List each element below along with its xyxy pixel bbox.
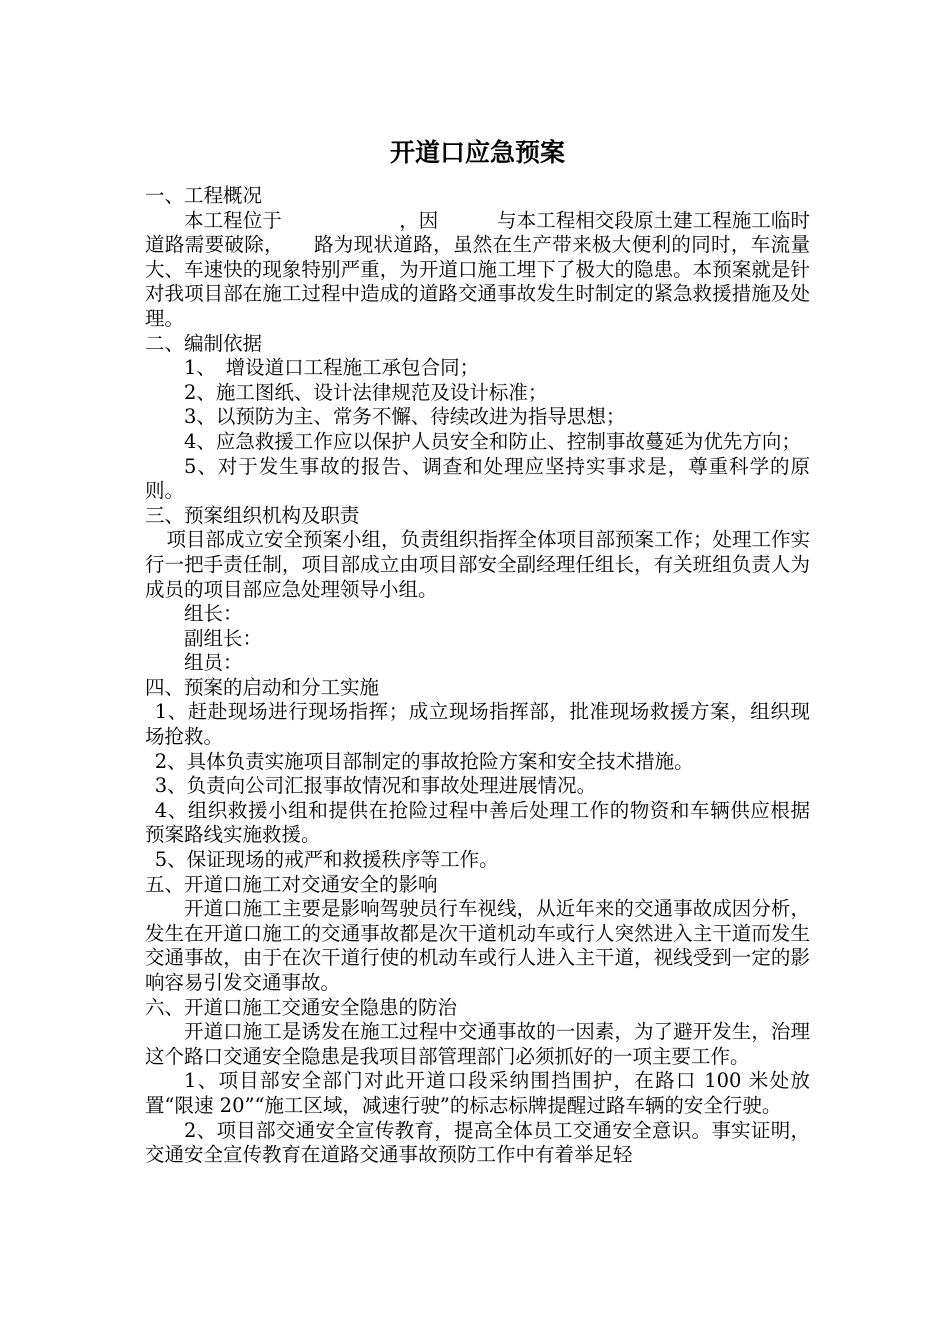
- list-item: 1、项目部安全部门对此开道口段采纳围挡围护，在路口 100 米处放置“限速 20”“施工区域，减速行驶”的标志标牌提醒过路车辆的安全行驶。: [145, 1069, 810, 1117]
- list-item: 2、项目部交通安全宣传教育，提高全体员工交通安全意识。事实证明，交通安全宣传教育在道路交通事故预防工作中有着举足轻: [145, 1118, 810, 1167]
- document-body: [145, 184, 810, 1168]
- list-item: 5、对于发生事故的报告、调查和处理应坚持实事求是，尊重科学的原则。: [145, 454, 810, 503]
- heading-3: 三、预案组织机构及职责: [145, 503, 360, 527]
- list-item: 2、施工图纸、设计法律规范及设计标准；: [184, 380, 548, 404]
- heading-6: 六、开道口施工交通安全隐患的防治: [145, 995, 458, 1019]
- heading-1: 一、工程概况: [145, 184, 263, 207]
- list-item: 1、 增设道口工程施工承包合同；: [184, 356, 480, 380]
- list-item: 4、应急救援工作应以保护人员安全和防止、控制事故蔓延为优先方向；: [184, 429, 801, 453]
- list-item: 2、具体负责实施项目部制定的事故抢险方案和安全技术措施。: [154, 749, 694, 773]
- role-member: 组员：: [184, 651, 243, 675]
- list-item: 1、赶赴现场进行现场指挥；成立现场指挥部，批准现场救援方案，组织现场抢救。: [145, 700, 810, 749]
- paragraph: 本工程位于 ，因 与本工程相交段原土建工程施工临时道路需要破除， 路为现状道路，虽然在生产带来极大便利的同时，车流量大、车速快的现象特别严重，为开道口施工埋下了极大的隐患。本预案就是针对我项目部在施工过程中造成的道路交通事故发生时制定的紧急救援措施及处理。: [145, 208, 810, 330]
- role-leader: 组长：: [184, 602, 243, 626]
- role-deputy: 副组长：: [184, 626, 263, 650]
- paragraph: 开道口施工主要是影响驾驶员行车视线，从近年来的交通事故成因分析，发生在开道口施工的交通事故都是次干道机动车或行人突然进入主干道而发生交通事故，由于在次干道行使的机动车或行人进入主干道，视线受到一定的影响容易引发交通事故。: [145, 897, 810, 994]
- document-page: [145, 128, 810, 1168]
- list-item: 5、保证现场的戒严和救援秩序等工作。: [154, 848, 499, 872]
- heading-2: 二、编制依据: [145, 331, 263, 355]
- list-item: 4、组织救援小组和提供在抢险过程中善后处理工作的物资和车辆供应根据预案路线实施救援。: [145, 798, 810, 847]
- heading-4: 四、预案的启动和分工实施: [145, 675, 380, 699]
- list-item: 3、负责向公司汇报事故情况和事故处理进展情况。: [154, 774, 597, 798]
- paragraph: 项目部成立安全预案小组，负责组织指挥全体项目部预案工作；处理工作实行一把手责任制，项目部成立由项目部安全副经理任组长，有关班组负责人为成员的项目部应急处理领导小组。: [145, 528, 810, 601]
- paragraph: 开道口施工是诱发在施工过程中交通事故的一因素，为了避开发生，治理这个路口交通安全隐患是我项目部管理部门必须抓好的一项主要工作。: [145, 1020, 810, 1068]
- heading-5: 五、开道口施工对交通安全的影响: [145, 872, 438, 896]
- document-title: 开道口应急预案: [389, 138, 565, 167]
- list-item: 3、以预防为主、常务不懈、待续改进为指导思想；: [184, 405, 626, 429]
